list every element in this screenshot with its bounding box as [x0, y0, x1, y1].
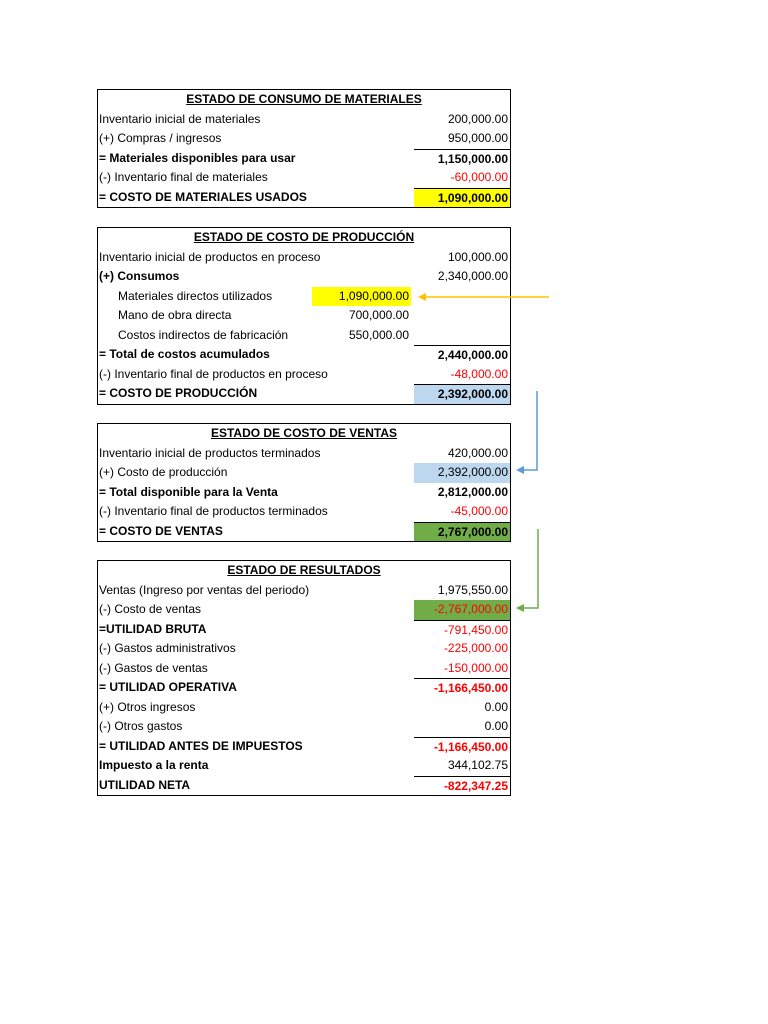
- highlighted-value: 2,392,000.00: [414, 384, 510, 404]
- row-label: Mano de obra directa: [118, 308, 232, 322]
- row-label: (+) Costo de producción: [99, 465, 228, 479]
- highlighted-value: 1,090,000.00: [312, 287, 411, 307]
- row-value: -822,347.25: [414, 776, 510, 796]
- row-value: -45,000.00: [450, 504, 508, 518]
- row-label: Ventas (Ingreso por ventas del periodo): [99, 582, 310, 597]
- row-value: 200,000.00: [447, 111, 508, 126]
- row-label: = Materiales disponibles para usar: [99, 150, 296, 165]
- table-title: ESTADO DE COSTO DE PRODUCCIÓN: [193, 230, 415, 244]
- row-value: 100,000.00: [447, 249, 508, 264]
- row-label: Impuesto a la renta: [99, 758, 209, 772]
- row-label: (+) Consumos: [99, 269, 180, 283]
- row-label: (-) Inventario final de materiales: [99, 170, 268, 184]
- row-label: (+) Otros ingresos: [99, 699, 196, 714]
- row-label: (-) Inventario final de productos en proceso: [99, 366, 328, 381]
- table-title: ESTADO DE COSTO DE VENTAS: [210, 426, 398, 440]
- blue-arrow-icon: [516, 391, 537, 474]
- row-label: = UTILIDAD OPERATIVA: [99, 680, 237, 694]
- row-label: (+) Compras / ingresos: [99, 131, 222, 145]
- row-label: =UTILIDAD BRUTA: [99, 621, 207, 636]
- row-label: = COSTO DE VENTAS: [99, 523, 223, 538]
- row-label: = Total de costos acumulados: [99, 347, 270, 361]
- highlighted-value: -2,767,000.00: [414, 600, 510, 620]
- row-label: = COSTO DE PRODUCCIÓN: [99, 386, 258, 400]
- orange-arrow-icon: [418, 293, 549, 301]
- row-label: UTILIDAD NETA: [99, 777, 191, 792]
- row-value: 2,340,000.00: [437, 269, 508, 283]
- row-value: -48,000.00: [450, 366, 508, 381]
- row-value: -1,166,450.00: [414, 678, 510, 698]
- row-label: Materiales directos utilizados: [118, 288, 273, 303]
- row-label: = COSTO DE MATERIALES USADOS: [99, 189, 307, 204]
- row-label: (-) Gastos de ventas: [99, 660, 208, 675]
- highlighted-value: 2,392,000.00: [414, 463, 510, 483]
- row-value: -1,166,450.00: [414, 737, 510, 757]
- row-value: 1,150,000.00: [414, 149, 510, 169]
- row-value: 2,812,000.00: [437, 484, 508, 499]
- row-value: 2,440,000.00: [414, 345, 510, 365]
- row-label: (-) Costo de ventas: [99, 602, 202, 616]
- green-arrow-icon: [516, 529, 538, 612]
- row-label: Costos indirectos de fabricación: [118, 327, 289, 342]
- row-value: -225,000.00: [443, 641, 508, 655]
- row-label: Inventario inicial de productos en proceso: [99, 249, 321, 264]
- row-value: 420,000.00: [447, 445, 508, 460]
- row-label: Inventario inicial de materiales: [99, 111, 261, 126]
- row-value: -791,450.00: [414, 620, 510, 640]
- row-value: -60,000.00: [450, 170, 508, 184]
- row-label: = Total disponible para la Venta: [99, 484, 278, 499]
- row-value: 1,975,550.00: [437, 582, 508, 597]
- highlighted-value: 1,090,000.00: [414, 188, 510, 208]
- row-value: 0.00: [484, 699, 508, 714]
- row-value: 550,000.00: [348, 327, 409, 342]
- table-title: ESTADO DE CONSUMO DE MATERIALES: [186, 92, 422, 106]
- row-value: 344,102.75: [447, 758, 508, 772]
- row-label: (-) Inventario final de productos terminados: [99, 504, 328, 518]
- highlighted-value: 2,767,000.00: [414, 522, 510, 542]
- row-value: 950,000.00: [447, 131, 508, 145]
- row-value: 0.00: [484, 719, 508, 733]
- row-value: -150,000.00: [443, 660, 508, 675]
- table-title: ESTADO DE RESULTADOS: [227, 563, 381, 577]
- row-label: = UTILIDAD ANTES DE IMPUESTOS: [99, 738, 303, 753]
- row-value: 700,000.00: [348, 308, 409, 322]
- row-label: Inventario inicial de productos terminados: [99, 445, 321, 460]
- row-label: (-) Otros gastos: [99, 719, 183, 733]
- row-label: (-) Gastos administrativos: [99, 641, 236, 655]
